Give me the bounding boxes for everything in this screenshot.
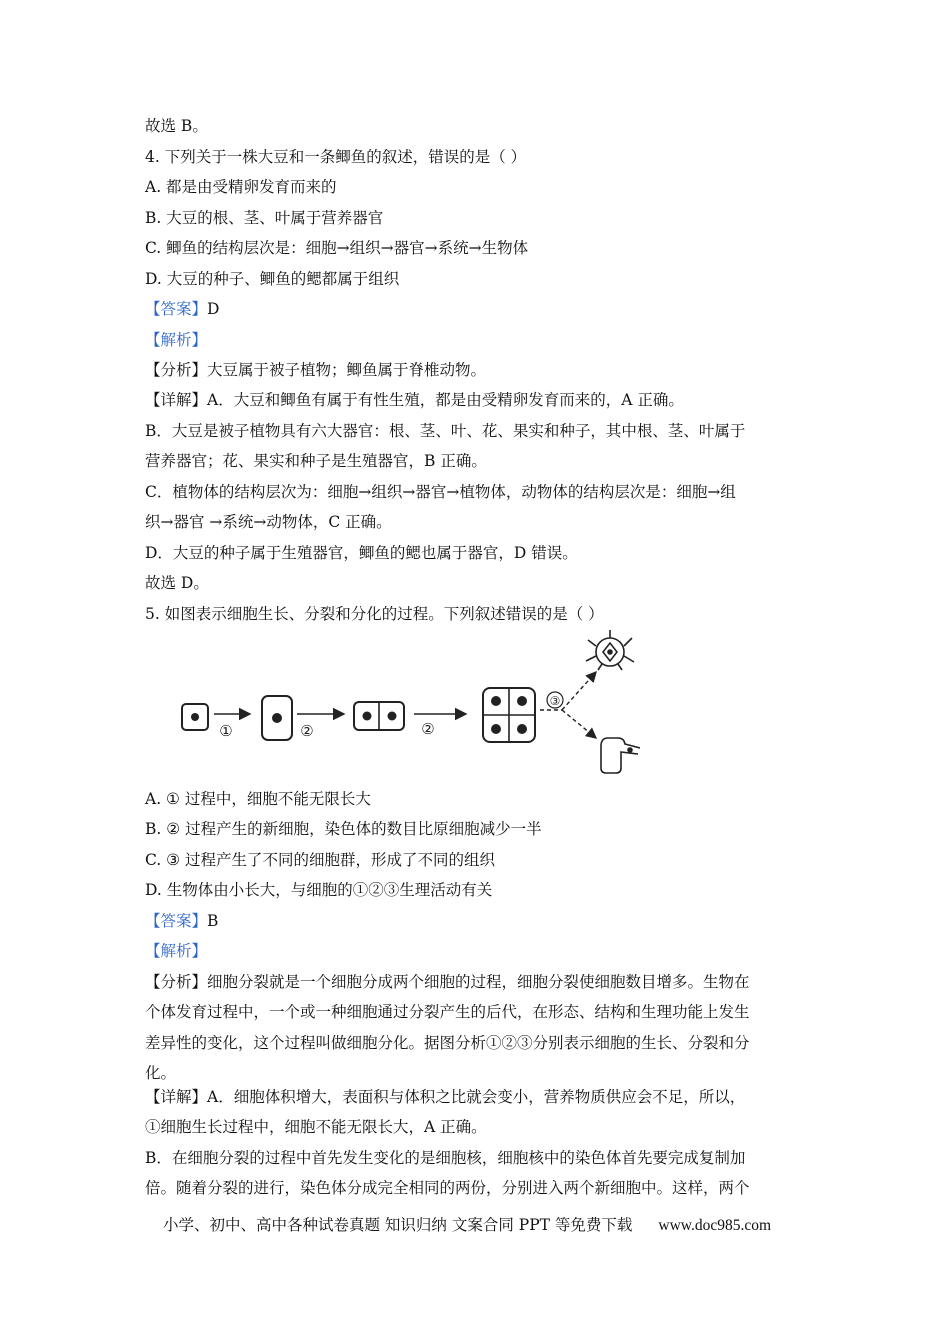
detail-text: 营养器官；花、果实和种子是生殖器官，B 正确。 [145,452,487,470]
option-a: A. 都是由受精卵发育而来的 [145,178,337,196]
page-footer [163,1213,771,1235]
footer-text: 小学、初中、高中各种试卷真题 知识归纳 文案合同 PPT 等免费下载 [163,1216,633,1234]
detail-text: 织→器官 →系统→动物体，C 正确。 [145,513,392,531]
label-step-1: ① [219,722,233,740]
option-b: B. 大豆的根、茎、叶属于营养器官 [145,209,384,227]
detail-text: 【详解】A．大豆和鲫鱼有属于有性生殖，都是由受精卵发育而来的，A 正确。 [145,391,684,409]
analysis-text: 【分析】大豆属于被子植物；鲫鱼属于脊椎动物。 [145,361,487,379]
question-5-stem: 5. 如图表示细胞生长、分裂和分化的过程。下列叙述错误的是（ ） [145,605,604,623]
arrow-differentiation-down [562,710,596,738]
arrow-differentiation-up [562,672,596,710]
question-4-stem: 4. 下列关于一株大豆和一条鲫鱼的叙述，错误的是（ ） [145,148,527,166]
cell-process-figure [170,628,640,778]
analysis-heading [145,941,805,961]
analysis-heading [145,330,805,350]
option-b: B. ② 过程产生的新细胞，染色体的数目比原细胞减少一半 [145,820,542,838]
answer-line: 【答案】B [145,912,219,930]
label-step-3: ③ [549,694,561,708]
detail-text: D．大豆的种子属于生殖器官，鲫鱼的鳃也属于器官，D 错误。 [145,544,578,562]
analysis-text: 个体发育过程中，一个或一种细胞通过分裂产生的后代，在形态、结构和生理功能上发生 [145,1003,750,1021]
detail-text: C．植物体的结构层次为：细胞→组织→器官→植物体，动物体的结构层次是：细胞→组 [145,483,736,501]
analysis-text: 差异性的变化，这个过程叫做细胞分化。据图分析①②③分别表示细胞的生长、分裂和分 [145,1034,750,1052]
answer-tag: 【答案】 [145,912,208,930]
answer-line: 【答案】D [145,300,220,318]
analysis-tag: 【解析】 [145,942,208,960]
text-line: 故选 B。 [145,117,208,135]
analysis-tag: 【解析】 [145,331,208,349]
label-step-2-b: ② [421,720,435,738]
four-cells [483,688,535,742]
elongated-cell [601,738,640,773]
option-a: A. ① 过程中，细胞不能无限长大 [145,790,371,808]
two-cells [354,702,404,730]
label-step-2: ② [300,722,314,740]
answer-tag: 【答案】 [145,300,208,318]
single-cell [182,704,208,730]
detail-text: 【详解】A．细胞体积增大，表面积与体积之比就会变小，营养物质供应会不足，所以， [145,1088,746,1106]
neuron-cell [586,630,634,670]
detail-text: B．大豆是被子植物具有六大器官：根、茎、叶、花、果实和种子，其中根、茎、叶属于 [145,422,746,440]
analysis-text: 化。 [145,1064,177,1082]
option-d: D. 大豆的种子、鲫鱼的鳃都属于组织 [145,270,400,288]
option-c: C. 鲫鱼的结构层次是：细胞→组织→器官→系统→生物体 [145,239,529,257]
text-line: 故选 D。 [145,574,209,592]
detail-text: ①细胞生长过程中，细胞不能无限长大，A 正确。 [145,1118,487,1136]
grown-cell [262,696,292,740]
option-c: C. ③ 过程产生了不同的细胞群，形成了不同的组织 [145,851,495,869]
analysis-text: 【分析】细胞分裂就是一个细胞分成两个细胞的过程，细胞分裂使细胞数目增多。生物在 [145,973,750,991]
detail-text: 倍。随着分裂的进行，染色体分成完全相同的两份，分别进入两个新细胞中。这样，两个 [145,1179,750,1197]
option-d: D. 生物体由小长大，与细胞的①②③生理活动有关 [145,881,493,899]
detail-text: B．在细胞分裂的过程中首先发生变化的是细胞核，细胞核中的染色体首先要完成复制加 [145,1149,746,1167]
footer-site-link[interactable]: www.doc985.com [658,1217,772,1234]
